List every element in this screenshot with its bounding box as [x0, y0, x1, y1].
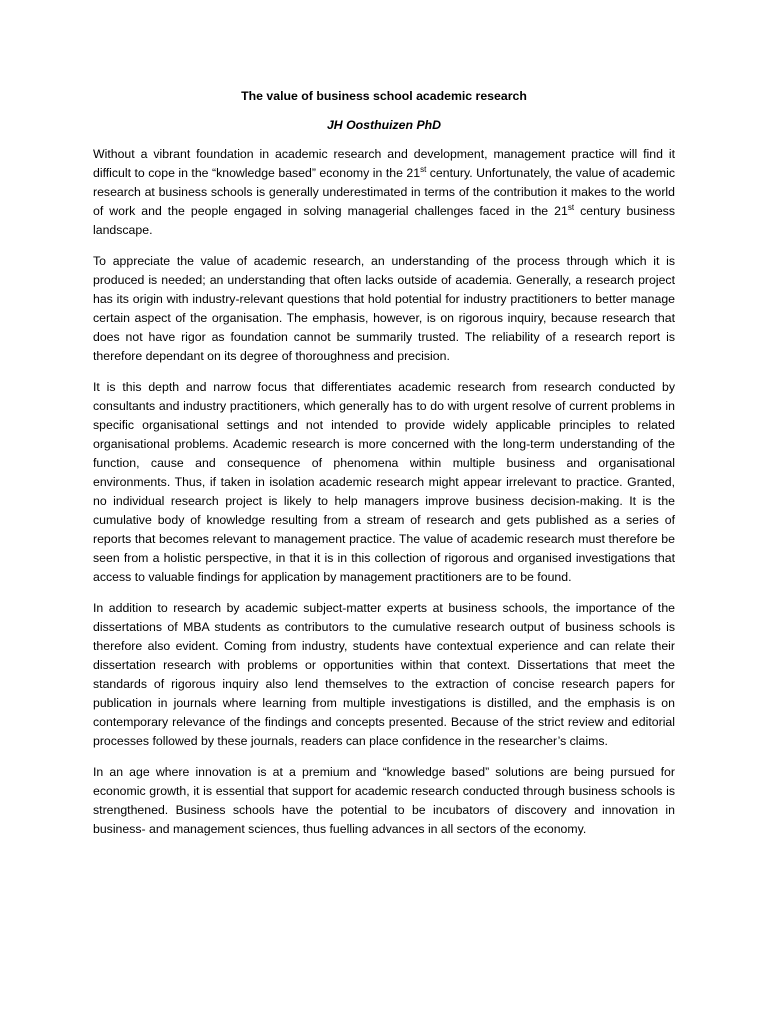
paragraph-1-text-a: Without a vibrant foundation in academic research and development, management practice will find it difficult to cope in the “knowledge based” economy in the 21 — [93, 147, 675, 180]
paragraph-1-superscript-2: st — [567, 202, 575, 212]
paragraph-1-superscript-1: st — [420, 164, 427, 174]
document-author: JH Oosthuizen PhD — [326, 118, 442, 132]
paragraph-1 — [93, 145, 675, 240]
paragraph-3: It is this depth and narrow focus that differentiates academic research from research conducted by consultants and industry practitioners, which generally has to do with urgent resolve of current problems in specific organisational settings and not intended to provide widely applicable principles to related organisational problems. Academic research is more concerned with the long-term understanding of the function, cause and consequence of phenomena within multiple business and organisational environments. Thus, if taken in isolation academic research might appear irrelevant to practice. Granted, no individual research project is likely to help managers improve business decision-making. It is the cumulative body of knowledge resulting from a stream of research and gets published as a series of reports that becomes relevant to management practice. The value of academic research must therefore be seen from a holistic perspective, in that it is in this collection of rigorous and organised investigations that access to valuable findings for application by management practitioners are to be found. — [93, 380, 675, 584]
paragraph-5: In an age where innovation is at a premium and “knowledge based” solutions are being pursued for economic growth, it is essential that support for academic research conducted through business schools is strengthened. Business schools have the potential to be incubators of discovery and innovation in business- and management sciences, thus fuelling advances in all sectors of the economy. — [93, 765, 675, 836]
paragraph-2: To appreciate the value of academic research, an understanding of the process through which it is produced is needed; an understanding that often lacks outside of academia. Generally, a research project has its origin with industry-relevant questions that hold potential for industry practitioners to better manage certain aspect of the organisation. The emphasis, however, is on rigorous inquiry, because research that does not have rigor as foundation cannot be summarily trusted. The reliability of a research report is therefore dependant on its degree of thoroughness and precision. — [93, 254, 675, 363]
document-title: The value of business school academic research — [241, 89, 527, 103]
paragraph-1-text-b: century. Unfortunately, the value of academic research at business schools is generally underestimated in terms of the contribution it makes to the world of work and the people engaged in solving managerial challenges faced in the 21 — [93, 166, 675, 218]
document-page — [93, 87, 675, 851]
paragraph-4: In addition to research by academic subject-matter experts at business schools, the importance of the dissertations of MBA students as contributors to the cumulative research output of business schools is therefore also evident. Coming from industry, students have contextual experience and can relate their dissertation research with problems or opportunities within that context. Dissertations that meet the standards of rigorous inquiry also lend themselves to the extraction of concise research papers for publication in journals where learning from multiple investigations is distilled, and the emphasis is on contemporary relevance of the findings and concepts presented. Because of the strict review and editorial processes followed by these journals, readers can place confidence in the researcher’s claims. — [93, 601, 675, 748]
paragraph-1-text-c: century business landscape. — [93, 204, 675, 237]
